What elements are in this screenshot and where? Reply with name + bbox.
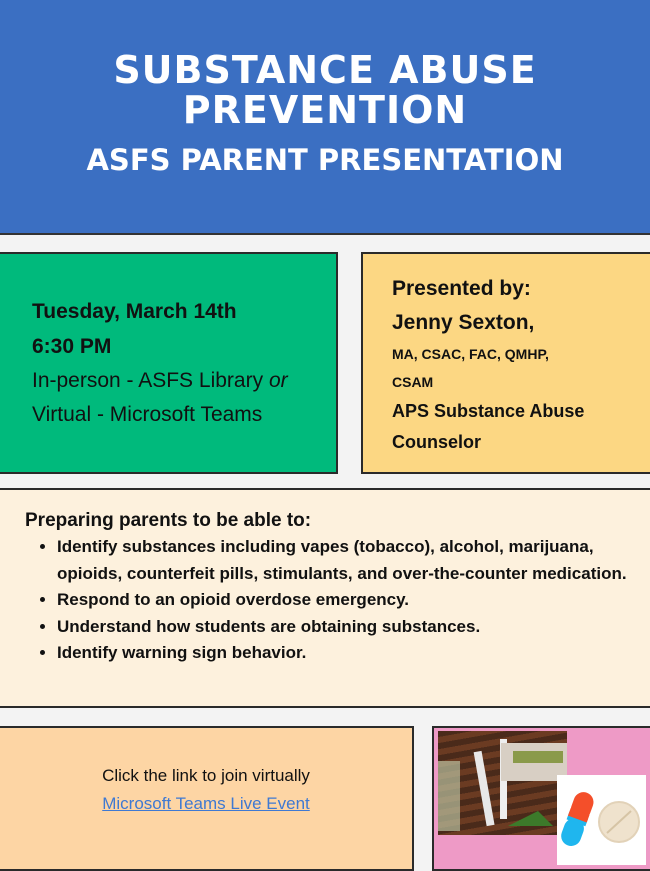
presenter-box bbox=[361, 252, 650, 474]
presenter-role-2: Counselor bbox=[392, 432, 482, 452]
presenter-role: APS Substance Abuse bbox=[392, 401, 585, 421]
join-box bbox=[0, 726, 414, 871]
event-location-inperson bbox=[32, 364, 336, 398]
event-location-virtual: Virtual - Microsoft Teams bbox=[32, 403, 263, 426]
join-text: Click the link to join virtually bbox=[102, 766, 310, 785]
or-text: or bbox=[268, 369, 288, 392]
pill-capsule-icon bbox=[557, 775, 646, 865]
inperson-text: In-person - ASFS Library bbox=[32, 369, 269, 392]
list-item: • Understand how students are obtaining substances. bbox=[57, 614, 650, 641]
presenter-credentials: MA, CSAC, FAC, QMHP, bbox=[392, 346, 549, 362]
joints-icon bbox=[438, 731, 567, 835]
presenter-label: Presented by: bbox=[392, 277, 531, 300]
title-line-1: SUBSTANCE ABUSE bbox=[113, 48, 537, 92]
list-item: • Respond to an opioid overdose emergency. bbox=[57, 587, 650, 614]
list-item: • Identify substances including vapes (tobacco), alcohol, marijuana, opioids, counterfeit pills, stimulants, and over-the-counter medication. bbox=[57, 534, 650, 587]
goals-list bbox=[57, 534, 650, 667]
title-line-2: PREVENTION bbox=[182, 88, 468, 132]
goals-box bbox=[0, 488, 650, 708]
event-date: Tuesday, March 14th bbox=[32, 300, 237, 323]
teams-link[interactable]: Microsoft Teams Live Event bbox=[102, 794, 310, 813]
marijuana-photo bbox=[438, 731, 567, 835]
list-item: • Identify warning sign behavior. bbox=[57, 640, 650, 667]
goals-heading: Preparing parents to be able to: bbox=[25, 510, 312, 531]
presenter-credentials-2: CSAM bbox=[392, 374, 434, 390]
image-box bbox=[432, 726, 650, 871]
pills-image bbox=[557, 775, 646, 865]
event-time: 6:30 PM bbox=[32, 335, 112, 358]
presenter-name: Jenny Sexton, bbox=[392, 311, 535, 334]
event-details-box bbox=[0, 252, 338, 474]
subtitle: ASFS PARENT PRESENTATION bbox=[86, 143, 564, 177]
header-banner bbox=[0, 0, 650, 235]
page-title bbox=[0, 50, 650, 130]
